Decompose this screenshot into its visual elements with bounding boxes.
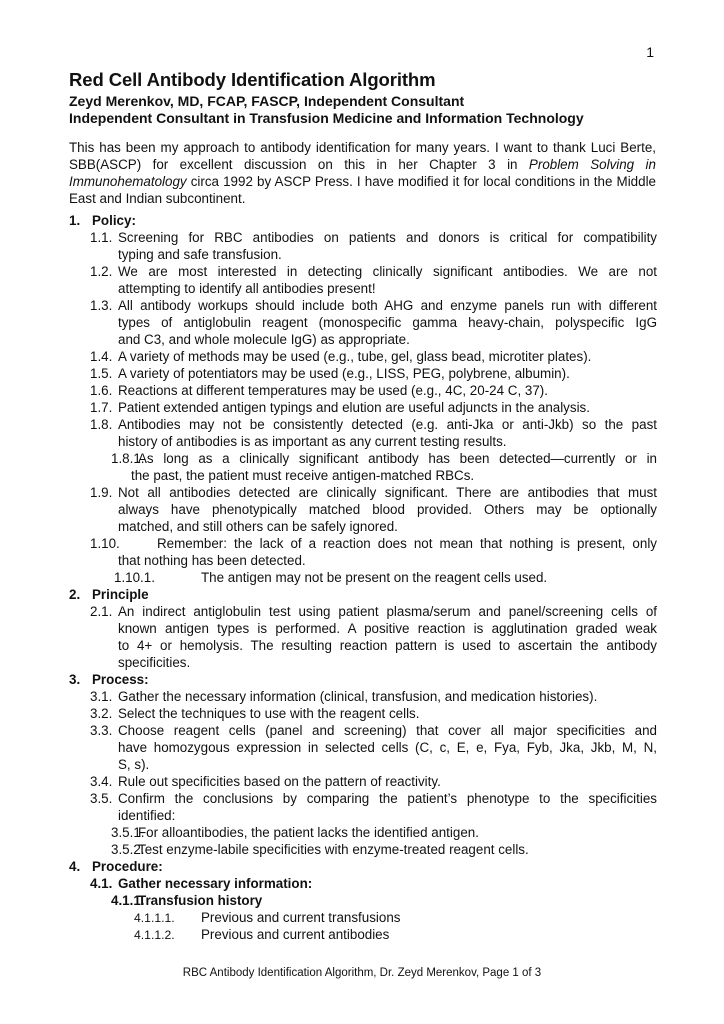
page-number: 1: [646, 44, 654, 60]
list-item: 1.3. All antibody workups should include both AHG and enzyme panels run with different: [90, 298, 657, 313]
list-item: 1.4. A variety of methods may be used (e.g., tube, gel, glass bead, microtiter plates).: [90, 349, 592, 364]
list-item: 2.1. An indirect antiglobulin test using patient plasma/serum and panel/screening cells of: [90, 604, 657, 619]
list-item-cont: history of antibodies is as important as any current testing results.: [118, 434, 507, 449]
intro-text: This has been my approach to antibody identification for many years. I want to thank Luci Berte, SBB(ASCP) for excellent discussion on this in her Chapter 3 in: [69, 140, 656, 173]
list-item-cont: specificities.: [118, 655, 191, 670]
list-item-cont: the past, the patient must receive antigen-matched RBCs.: [131, 468, 475, 483]
list-item: 3.5. Confirm the conclusions by comparing the patient’s phenotype to the specificities: [90, 791, 657, 806]
list-item: 1.8.1.As long as a clinically significant antibody has been detected—currently or in: [111, 451, 657, 466]
document-title: Red Cell Antibody Identification Algorithm: [69, 69, 436, 90]
list-item: 1.5. A variety of potentiators may be used (e.g., LISS, PEG, polybrene, albumin).: [90, 366, 570, 381]
subsection-heading: 4.1. Gather necessary information:: [90, 876, 313, 891]
list-item: 1.2. We are most interested in detecting clinically significant antibodies. We are not: [90, 264, 657, 279]
list-item-cont: that nothing has been detected.: [118, 553, 306, 568]
list-item: 3.5.1.For alloantibodies, the patient lacks the identified antigen.: [111, 825, 479, 840]
list-item-cont: to 4+ or hemolysis. The resulting reaction pattern is used to ascertain the antibody: [118, 638, 657, 653]
list-item-cont: known antigen types is performed. A positive reaction is agglutination graded weak: [118, 621, 657, 636]
list-item-cont: identified:: [118, 808, 176, 823]
list-item: 3.3. Choose reagent cells (panel and screening) that cover all major specificities and: [90, 723, 657, 738]
list-item-cont: matched, and still others can be safely ignored.: [118, 519, 398, 534]
intro-paragraph: [69, 139, 656, 207]
intro-text-end: circa 1992 by ASCP Press. I have modified it for local conditions in the Middle East and Indian subcontinent.: [69, 174, 656, 207]
list-item: 1.9. Not all antibodies detected are clinically significant. There are antibodies that must: [90, 485, 657, 500]
list-item: 4.1.1.2. Previous and current antibodies: [134, 927, 390, 942]
list-item: 1.10. Remember: the lack of a reaction does not mean that nothing is present, only: [90, 536, 657, 551]
list-item-cont: types of antiglobulin reagent (monospecific gamma heavy-chain, polyspecific IgG: [118, 315, 657, 330]
section-heading: 3. Process:: [69, 672, 149, 687]
list-item: 4.1.1.1. Previous and current transfusions: [134, 910, 401, 925]
list-item-cont: typing and safe transfusion.: [118, 247, 282, 262]
book-title: Problem Solving in Immunohematology: [69, 157, 656, 190]
list-item-cont: have homozygous expression in selected cells (C, c, E, e, Fya, Fyb, Jka, Jkb, M, N,: [118, 740, 657, 755]
section-heading: 1. Policy:: [69, 213, 136, 228]
author-line: Zeyd Merenkov, MD, FCAP, FASCP, Independent Consultant: [69, 93, 465, 109]
list-item-cont: attempting to identify all antibodies present!: [118, 281, 376, 296]
list-item: 3.1. Gather the necessary information (clinical, transfusion, and medication histories).: [90, 689, 598, 704]
section-heading: 4. Procedure:: [69, 859, 163, 874]
list-item: 1.8. Antibodies may not be consistently detected (e.g. anti-Jka or anti-Jkb) so the past: [90, 417, 657, 432]
list-item: 1.6. Reactions at different temperatures may be used (e.g., 4C, 20-24 C, 37).: [90, 383, 548, 398]
list-item: 3.2. Select the techniques to use with the reagent cells.: [90, 706, 420, 721]
subsection-heading: 4.1.1.Transfusion history: [111, 893, 263, 908]
list-item: 1.7. Patient extended antigen typings and elution are useful adjuncts in the analysis.: [90, 400, 590, 415]
list-item: 1.10.1. The antigen may not be present on the reagent cells used.: [114, 570, 548, 585]
list-item: 3.4. Rule out specificities based on the pattern of reactivity.: [90, 774, 441, 789]
list-item-cont: and C3, and whole molecule IgG) as appropriate.: [118, 332, 410, 347]
page-footer: RBC Antibody Identification Algorithm, Dr. Zeyd Merenkov, Page 1 of 3: [182, 967, 542, 979]
role-line: Independent Consultant in Transfusion Medicine and Information Technology: [69, 110, 584, 126]
list-item-cont: S, s).: [118, 757, 150, 772]
section-heading: 2. Principle: [69, 587, 149, 602]
list-item: 1.1. Screening for RBC antibodies on patients and donors is critical for compatibility: [90, 230, 657, 245]
list-item-cont: always have phenotypically matched blood provided. Others may be optionally: [118, 502, 657, 517]
list-item: 3.5.2.Test enzyme-labile specificities with enzyme-treated reagent cells.: [111, 842, 529, 857]
